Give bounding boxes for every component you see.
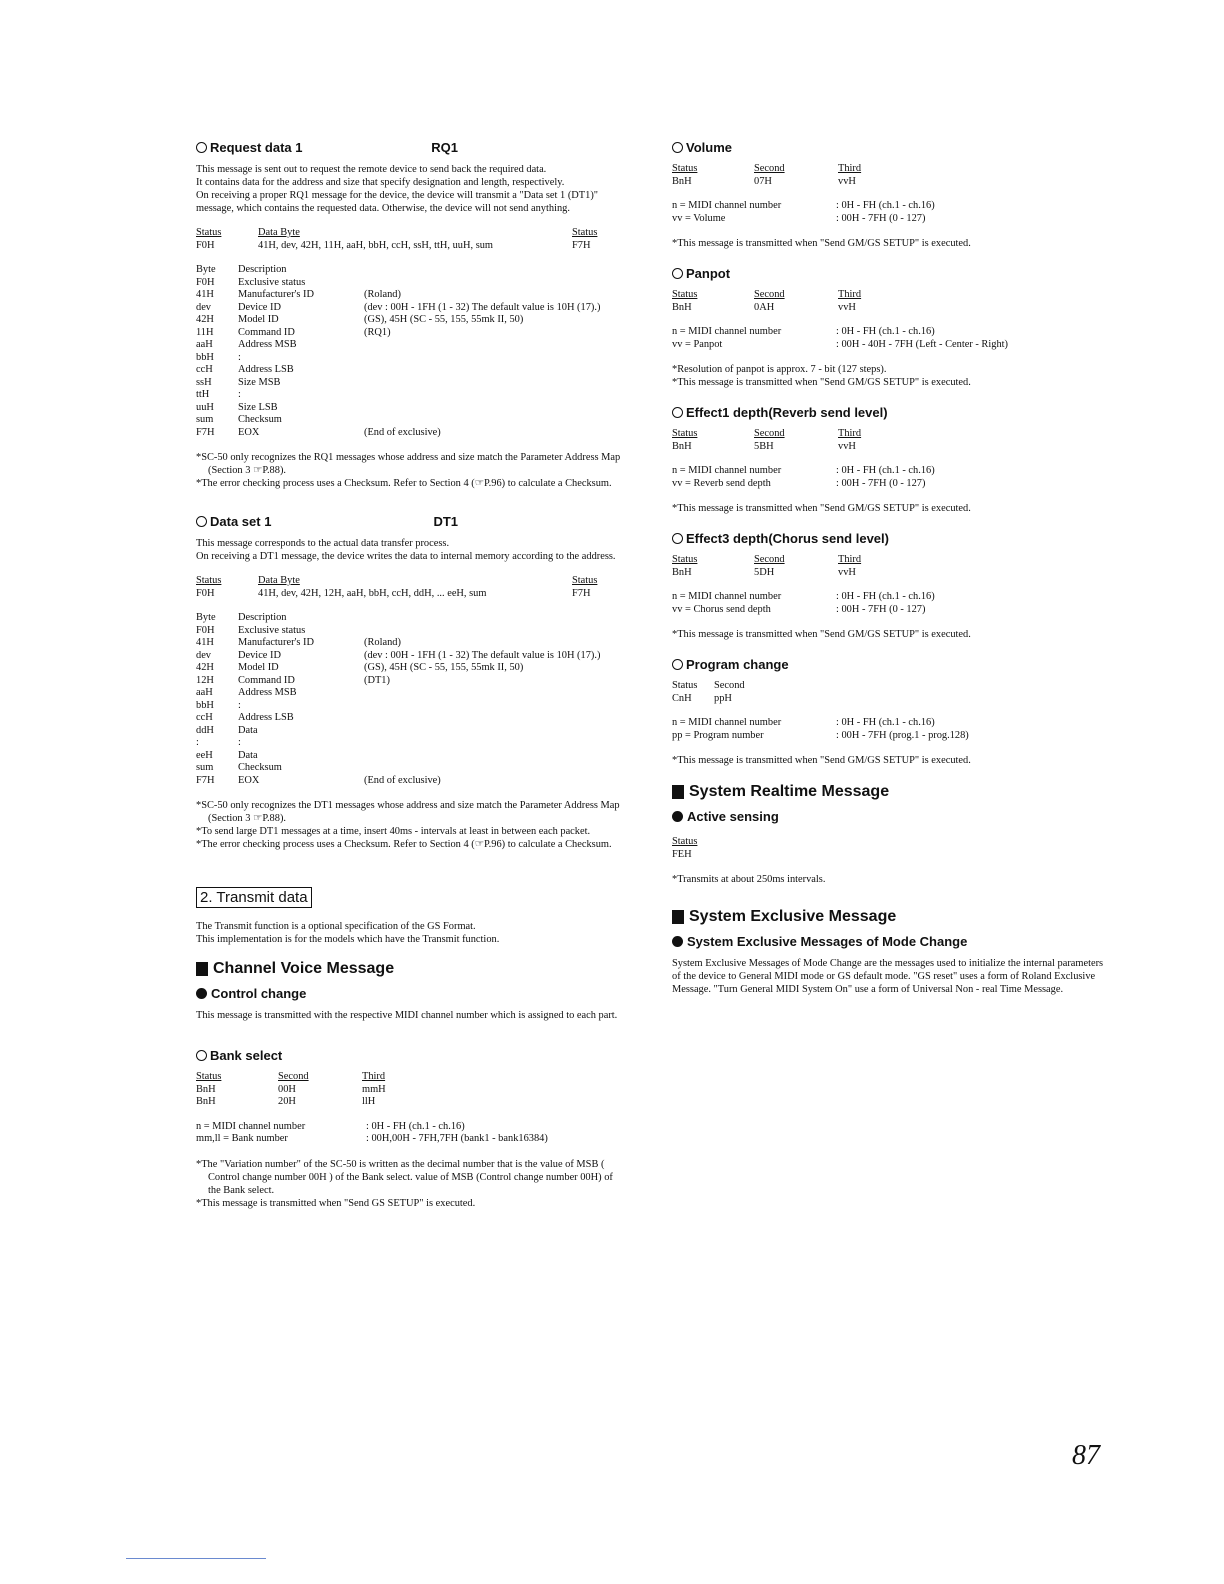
byte-row: 42H Model ID (GS), 45H (SC - 55, 155, 55mk II, 50) bbox=[196, 314, 524, 325]
byte-row: eeH Data bbox=[196, 749, 258, 761]
page-number: 87 bbox=[1072, 1440, 1100, 1471]
effect3-defs: n = MIDI channel number : 0H - FH (ch.1 - ch.16) vv = Chorus send depth : 00H - 7FH (0 - 127) bbox=[672, 591, 935, 615]
dt1-tag: DT1 bbox=[433, 514, 458, 529]
byte-row: : : bbox=[196, 737, 241, 748]
active-sensing-table: Status FEH bbox=[672, 836, 698, 860]
rq1-format-table: Status Data Byte Status F0H 41H, dev, 42H, 11H, aaH, bbH, ccH, ssH, ttH, uuH, sum F7H bbox=[196, 227, 598, 251]
rq1-title: Request data 1 bbox=[210, 140, 303, 155]
transmit-heading: 2. Transmit data bbox=[196, 887, 312, 908]
circle-bullet-icon bbox=[672, 659, 683, 670]
byte-row: 12H Command ID (DT1) bbox=[196, 674, 390, 686]
bank-select-defs: n = MIDI channel number : 0H - FH (ch.1 - ch.16) mm,ll = Bank number : 00H,00H - 7FH,7FH (bank1 - bank16384) bbox=[196, 1120, 548, 1144]
mode-change-heading: System Exclusive Messages of Mode Change bbox=[672, 934, 1104, 949]
byte-row: ttH : bbox=[196, 389, 241, 400]
rq1-byte-table bbox=[196, 264, 628, 439]
byte-row: sum Checksum bbox=[196, 414, 282, 425]
dt1-notes: *SC-50 only recognizes the DT1 messages whose address and size match the Parameter Address Map (Section 3 ☞P.88). *To send large DT1 messages at a time, insert 40ms - intervals at least in between each packet. *The error checking process uses a Checksum. Refer to Section 4 (☞P.96) to calculate a Checksum. bbox=[196, 800, 620, 850]
byte-row: F7H EOX (End of exclusive) bbox=[196, 774, 441, 786]
byte-row: uuH Size LSB bbox=[196, 401, 278, 413]
dt1-description: This message corresponds to the actual data transfer process. On receiving a DT1 message, the device writes the data to internal memory according to the address. bbox=[196, 538, 616, 562]
byte-row: 41H Manufacturer's ID (Roland) bbox=[196, 637, 401, 648]
circle-bullet-icon bbox=[672, 407, 683, 418]
program-change-heading: Program change bbox=[672, 657, 1104, 672]
square-bullet-icon bbox=[196, 962, 208, 976]
byte-row: F0H Exclusive status bbox=[196, 624, 306, 636]
active-sensing-heading: Active sensing bbox=[672, 809, 1104, 824]
byte-row: F7H EOX (End of exclusive) bbox=[196, 426, 441, 438]
byte-row: sum Checksum bbox=[196, 762, 282, 773]
footer-rule bbox=[126, 1558, 266, 1559]
byte-row: ccH Address LSB bbox=[196, 712, 294, 723]
circle-bullet-icon bbox=[672, 142, 683, 153]
byte-row: bbH : bbox=[196, 351, 241, 363]
byte-row: dev Device ID (dev : 00H - 1FH (1 - 32) The default value is 10H (17).) bbox=[196, 301, 601, 313]
program-change-notes: *This message is transmitted when "Send GM/GS SETUP" is executed. bbox=[672, 755, 971, 766]
byte-row: 42H Model ID (GS), 45H (SC - 55, 155, 55mk II, 50) bbox=[196, 662, 524, 673]
byte-row: ddH Data bbox=[196, 724, 258, 736]
volume-heading: Volume bbox=[672, 140, 1104, 155]
byte-row: aaH Address MSB bbox=[196, 687, 297, 698]
byte-row: Byte Description bbox=[196, 264, 287, 275]
effect1-heading: Effect1 depth(Reverb send level) bbox=[672, 405, 1104, 420]
circle-bullet-icon bbox=[196, 516, 207, 527]
right-column bbox=[672, 140, 1104, 1008]
effect3-notes: *This message is transmitted when "Send GM/GS SETUP" is executed. bbox=[672, 629, 971, 640]
effect1-section bbox=[672, 405, 1104, 515]
circle-bullet-icon bbox=[672, 268, 683, 279]
byte-row: F0H Exclusive status bbox=[196, 276, 306, 288]
effect1-notes: *This message is transmitted when "Send GM/GS SETUP" is executed. bbox=[672, 503, 971, 514]
circle-bullet-icon bbox=[672, 533, 683, 544]
effect3-table: Status Second Third BnH 5DH vvH bbox=[672, 554, 862, 578]
dot-bullet-icon bbox=[196, 988, 207, 999]
bank-select-table: Status Second Third BnH 00H mmH BnH 20H llH bbox=[196, 1071, 386, 1107]
transmit-description: The Transmit function is a optional specification of the GS Format. This implementation is for the models which have the Transmit function. bbox=[196, 921, 500, 945]
effect1-table: Status Second Third BnH 5BH vvH bbox=[672, 428, 862, 452]
volume-section bbox=[672, 140, 1104, 250]
circle-bullet-icon bbox=[196, 142, 207, 153]
left-column bbox=[196, 140, 628, 1226]
panpot-notes: *Resolution of panpot is approx. 7 - bit (127 steps). *This message is transmitted when "Send GM/GS SETUP" is executed. bbox=[672, 364, 971, 388]
effect3-heading: Effect3 depth(Chorus send level) bbox=[672, 531, 1104, 546]
byte-row: 11H Command ID (RQ1) bbox=[196, 326, 391, 338]
panpot-section bbox=[672, 266, 1104, 389]
channel-voice-heading: Channel Voice Message bbox=[196, 960, 628, 978]
volume-defs: n = MIDI channel number : 0H - FH (ch.1 - ch.16) vv = Volume : 00H - 7FH (0 - 127) bbox=[672, 200, 935, 224]
dt1-section bbox=[196, 514, 628, 851]
square-bullet-icon bbox=[672, 785, 684, 799]
square-bullet-icon bbox=[672, 910, 684, 924]
panpot-heading: Panpot bbox=[672, 266, 1104, 281]
control-change-description: This message is transmitted with the respective MIDI channel number which is assigned to each part. bbox=[196, 1010, 618, 1021]
rq1-heading bbox=[196, 140, 628, 155]
dt1-title: Data set 1 bbox=[210, 514, 272, 529]
bank-select-section bbox=[196, 1048, 628, 1210]
byte-row: ssH Size MSB bbox=[196, 376, 281, 388]
dt1-heading bbox=[196, 514, 628, 529]
byte-row: bbH : bbox=[196, 699, 241, 711]
rq1-section bbox=[196, 140, 628, 490]
rq1-description: This message is sent out to request the remote device to send back the required data. It contains data for the address and size that specify designation and length, respectively. On receiving a proper RQ1 message for the device, the device will transmit a "Data set 1 (DT1)" message, which contains the requested data. Otherwise, the device will not send anything. bbox=[196, 164, 599, 214]
effect3-section bbox=[672, 531, 1104, 641]
bank-select-heading: Bank select bbox=[196, 1048, 628, 1063]
control-change-heading: Control change bbox=[196, 986, 628, 1001]
rq1-tag: RQ1 bbox=[431, 140, 458, 155]
byte-row: dev Device ID (dev : 00H - 1FH (1 - 32) The default value is 10H (17).) bbox=[196, 649, 601, 661]
bank-select-notes: *The "Variation number" of the SC-50 is written as the decimal number that is the value of MSB ( Control change number 00H ) of the Bank select. value of MSB (Control change number 00H) of the Bank select. *This message is transmitted when "Send GS SETUP" is executed. bbox=[196, 1158, 613, 1209]
panpot-defs: n = MIDI channel number : 0H - FH (ch.1 - ch.16) vv = Panpot : 00H - 40H - 7FH (Left - Center - Right) bbox=[672, 326, 1008, 350]
rq1-notes: *SC-50 only recognizes the RQ1 messages whose address and size match the Parameter Address Map (Section 3 ☞P.88). *The error checking process uses a Checksum. Refer to Section 4 (☞P.96) to calculate a Checksum. bbox=[196, 452, 621, 489]
byte-row: 41H Manufacturer's ID (Roland) bbox=[196, 289, 401, 300]
dot-bullet-icon bbox=[672, 811, 683, 822]
dt1-format-table: Status Data Byte Status F0H 41H, dev, 42H, 12H, aaH, bbH, ccH, ddH, ... eeH, sum F7H bbox=[196, 575, 598, 599]
program-change-table: Status Second CnH ppH bbox=[672, 680, 745, 704]
byte-row: ccH Address LSB bbox=[196, 364, 294, 375]
system-exclusive-heading: System Exclusive Message bbox=[672, 908, 1104, 926]
program-change-section bbox=[672, 657, 1104, 767]
mode-change-description: System Exclusive Messages of Mode Change are the messages used to initialize the internal parameters of the device to General MIDI mode or GS default mode. "GS reset" uses a form of Roland Exclusive Message. "Turn General MIDI System On" use a form of Universal Non - real Time Message. bbox=[672, 958, 1104, 995]
circle-bullet-icon bbox=[196, 1050, 207, 1061]
effect1-defs: n = MIDI channel number : 0H - FH (ch.1 - ch.16) vv = Reverb send depth : 00H - 7FH (0 - 127) bbox=[672, 465, 935, 489]
volume-table: Status Second Third BnH 07H vvH bbox=[672, 163, 862, 187]
byte-row: aaH Address MSB bbox=[196, 339, 297, 350]
system-realtime-heading: System Realtime Message bbox=[672, 783, 1104, 801]
byte-row: Byte Description bbox=[196, 612, 287, 623]
active-sensing-note: *Transmits at about 250ms intervals. bbox=[672, 874, 826, 885]
panpot-table: Status Second Third BnH 0AH vvH bbox=[672, 289, 862, 313]
volume-notes: *This message is transmitted when "Send GM/GS SETUP" is executed. bbox=[672, 238, 971, 249]
dot-bullet-icon bbox=[672, 936, 683, 947]
program-change-defs: n = MIDI channel number : 0H - FH (ch.1 - ch.16) pp = Program number : 00H - 7FH (prog.1 - prog.128) bbox=[672, 717, 969, 741]
dt1-byte-table bbox=[196, 612, 628, 787]
